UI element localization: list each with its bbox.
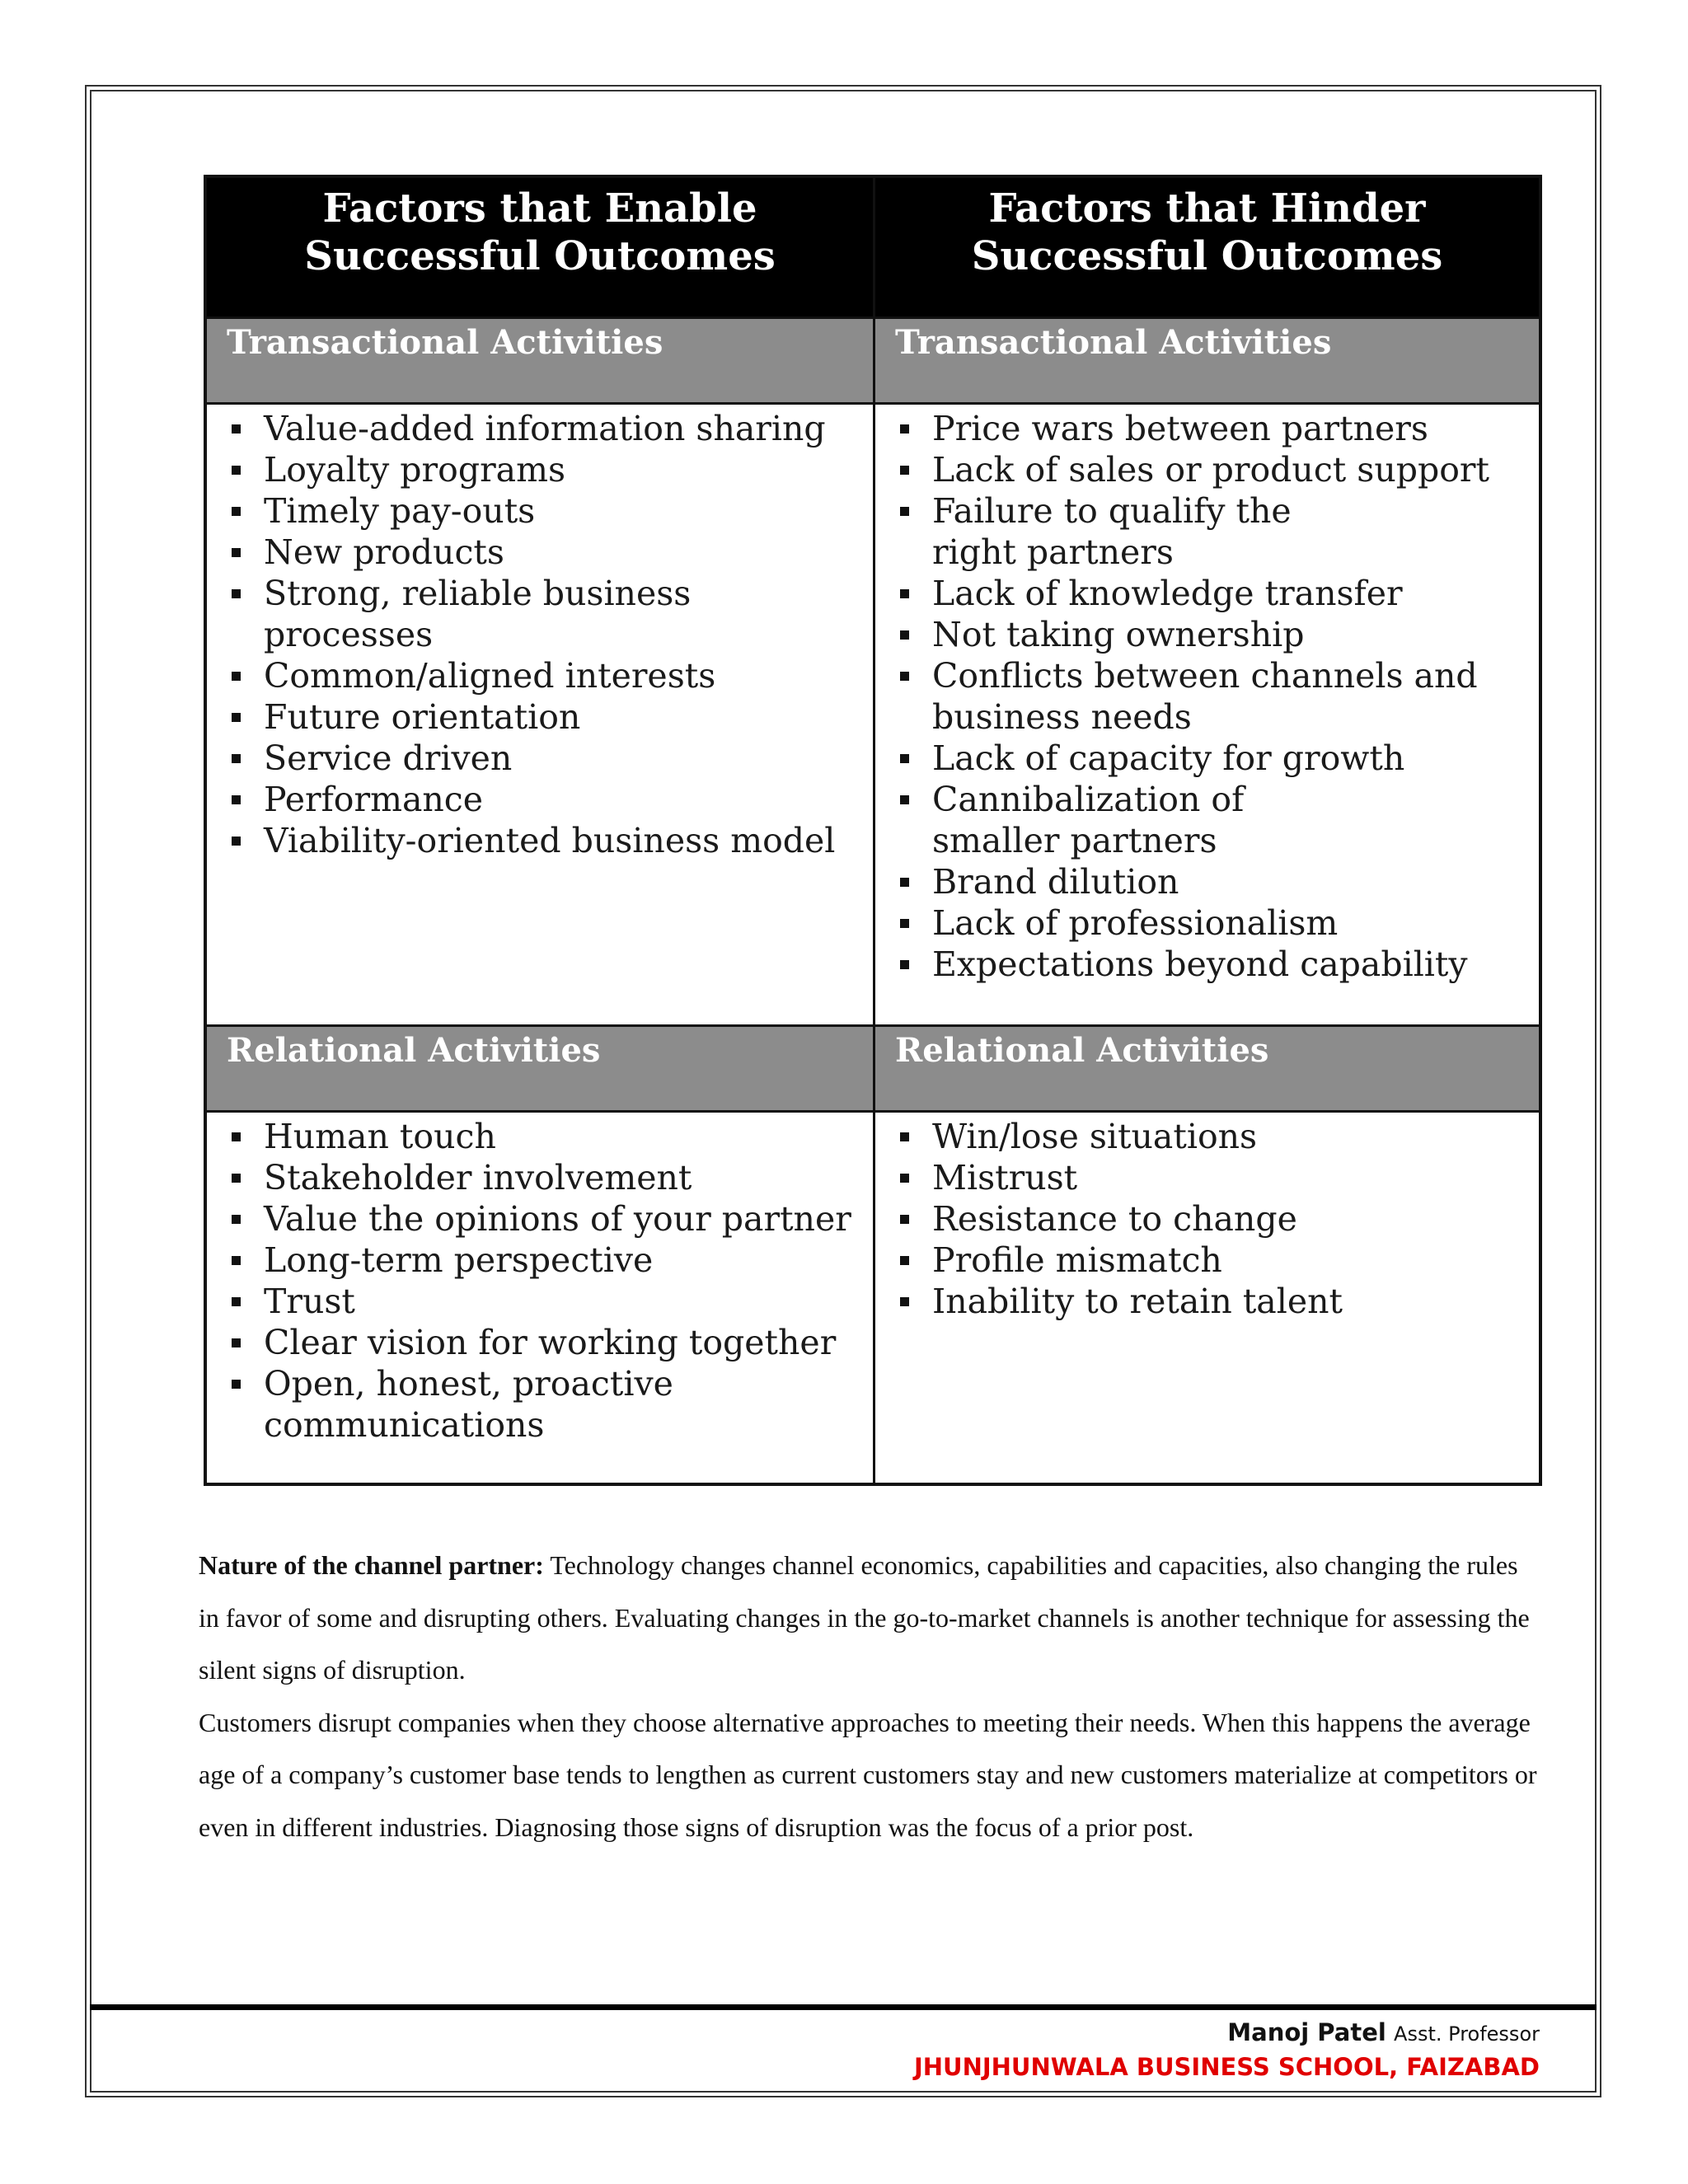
list-item-text: Not taking ownership	[932, 615, 1305, 654]
bullet-icon	[232, 548, 241, 557]
header-hinder: Factors that Hinder Successful Outcomes	[873, 178, 1539, 316]
list-item-text: New products	[264, 532, 504, 572]
bullet-icon	[232, 1132, 241, 1141]
list-item	[227, 573, 865, 655]
section-label-transactional-enable: Transactional Activities	[227, 323, 663, 362]
list-item-text: Trust	[264, 1282, 355, 1321]
transactional-enable-cell	[207, 405, 873, 1024]
list-item-text: Viability-oriented business model	[264, 821, 836, 860]
list-item	[227, 1281, 865, 1322]
list-item	[227, 490, 865, 532]
list-item-text: Common/aligned interests	[264, 656, 716, 696]
bullet-icon	[900, 960, 909, 969]
transactional-hinder-cell	[873, 405, 1539, 1024]
list-item-text: Clear vision for working together	[264, 1323, 837, 1362]
list-item-text: Brand dilution	[932, 862, 1179, 902]
list-item-text: Failure to qualify the right partners	[932, 491, 1292, 572]
bullet-icon	[232, 672, 241, 681]
list-item	[227, 1157, 865, 1198]
list-item	[895, 1198, 1531, 1240]
list-item	[895, 1281, 1531, 1322]
table-header-row	[207, 178, 1539, 316]
bullet-icon	[900, 754, 909, 763]
list-item	[895, 655, 1531, 738]
list-item-text: Lack of professionalism	[932, 903, 1339, 943]
bullet-icon	[900, 1297, 909, 1306]
list-item	[227, 408, 865, 449]
list-item	[895, 779, 1531, 861]
bullet-icon	[232, 837, 241, 846]
bullet-icon	[900, 1256, 909, 1265]
bullet-icon	[232, 424, 241, 434]
bullet-icon	[900, 630, 909, 640]
bullet-icon	[232, 754, 241, 763]
list-item	[895, 902, 1531, 944]
section-label-relational-hinder: Relational Activities	[873, 1027, 1539, 1110]
section-label-transactional-hinder: Transactional Activities	[873, 319, 1539, 402]
list-item-text: Win/lose situations	[932, 1117, 1258, 1156]
bullet-icon	[232, 1338, 241, 1347]
bullet-icon	[232, 589, 241, 598]
list-item-text: Open, honest, proactive communications	[264, 1364, 673, 1445]
list-item	[227, 449, 865, 490]
list-item-text: Lack of capacity for growth	[932, 738, 1405, 778]
list-item-text: Price wars between partners	[932, 409, 1428, 448]
paragraph-channel-partner	[199, 1540, 1542, 1697]
bullet-icon	[900, 795, 909, 804]
bullet-icon	[232, 1380, 241, 1389]
list-item-text: Long-term perspective	[264, 1240, 654, 1280]
list-item-text: Conflicts between channels and business needs	[932, 656, 1478, 737]
bullet-icon	[900, 1215, 909, 1224]
bullet-icon	[232, 507, 241, 516]
list-item	[227, 779, 865, 820]
list-item-text: Timely pay-outs	[264, 491, 536, 531]
list-item	[227, 1240, 865, 1281]
bullet-icon	[232, 1297, 241, 1306]
list-row-relational	[207, 1113, 1539, 1483]
list-item-text: Service driven	[264, 738, 513, 778]
list-item	[227, 1198, 865, 1240]
section-row-relational	[207, 1024, 1539, 1113]
factors-table	[204, 175, 1542, 1486]
list-item-text: Cannibalization of smaller partners	[932, 780, 1245, 860]
list-item-text: Expectations beyond capability	[932, 944, 1468, 984]
paragraph-2: Customers disrupt companies when they choose alternative approaches to meeting their needs. When this happens the average age of a company’s customer base tends to lengthen as current customers stay and new customers materialize at competitors or even in different industries. Diagnosing those signs of disruption was the focus of a prior post.	[199, 1707, 1537, 1842]
list-item	[227, 696, 865, 738]
list-item	[895, 449, 1531, 490]
bullet-icon	[900, 878, 909, 887]
header-enable: Factors that Enable Successful Outcomes	[304, 185, 776, 279]
list-item	[227, 1116, 865, 1157]
bullet-icon	[900, 1174, 909, 1183]
list-item-text: Value-added information sharing	[264, 409, 826, 448]
paragraph-1-text: Technology changes channel economics, capabilities and capacities, also changing the rules in favor of some and disrupting others. Evaluating changes in the go-to-market channels is another technique for assessing the silent signs of disruption.	[199, 1550, 1530, 1685]
list-item	[895, 408, 1531, 449]
list-item-text: Lack of sales or product support	[932, 450, 1489, 490]
footer-divider	[90, 2004, 1597, 2010]
list-row-transactional	[207, 405, 1539, 1024]
list-item-text: Lack of knowledge transfer	[932, 574, 1403, 613]
bullet-icon	[900, 424, 909, 434]
list-item	[895, 573, 1531, 614]
list-item-text: Strong, reliable business processes	[264, 574, 692, 654]
list-item-text: Mistrust	[932, 1158, 1078, 1197]
list-item	[895, 1116, 1531, 1157]
list-item	[227, 532, 865, 573]
bullet-icon	[232, 466, 241, 475]
footer-school: JHUNJHUNWALA BUSINESS SCHOOL, FAIZABAD	[913, 2053, 1540, 2081]
list-item	[227, 820, 865, 861]
list-item	[895, 1157, 1531, 1198]
section-label-relational-enable: Relational Activities	[227, 1031, 601, 1070]
list-item-text: Loyalty programs	[264, 450, 566, 490]
transactional-enable-list	[227, 405, 865, 861]
relational-hinder-list	[895, 1113, 1531, 1322]
list-item	[895, 614, 1531, 655]
bullet-icon	[900, 507, 909, 516]
relational-enable-list	[227, 1113, 865, 1446]
body-text	[199, 1540, 1542, 1854]
list-item	[227, 1363, 865, 1446]
list-item-text: Value the opinions of your partner	[264, 1199, 851, 1239]
author-name: Manoj Patel	[1227, 2018, 1386, 2046]
section-row-transactional	[207, 316, 1539, 405]
list-item-text: Stakeholder involvement	[264, 1158, 692, 1197]
author-role: Asst. Professor	[1394, 2022, 1540, 2046]
list-item-text: Resistance to change	[932, 1199, 1297, 1239]
list-item	[895, 738, 1531, 779]
relational-hinder-cell	[873, 1113, 1539, 1483]
list-item	[227, 1322, 865, 1363]
bullet-icon	[232, 1174, 241, 1183]
list-item	[895, 944, 1531, 985]
bullet-icon	[900, 466, 909, 475]
list-item-text: Profile mismatch	[932, 1240, 1222, 1280]
list-item	[895, 1240, 1531, 1281]
bullet-icon	[232, 1215, 241, 1224]
list-item	[227, 655, 865, 696]
list-item-text: Inability to retain talent	[932, 1282, 1343, 1321]
relational-enable-cell	[207, 1113, 873, 1483]
list-item	[895, 490, 1531, 573]
list-item-text: Human touch	[264, 1117, 496, 1156]
bullet-icon	[232, 1256, 241, 1265]
list-item	[227, 738, 865, 779]
bullet-icon	[900, 589, 909, 598]
list-item-text: Performance	[264, 780, 484, 819]
bullet-icon	[900, 919, 909, 928]
bullet-icon	[232, 713, 241, 722]
transactional-hinder-list	[895, 405, 1531, 985]
bullet-icon	[232, 795, 241, 804]
bullet-icon	[900, 1132, 909, 1141]
list-item-text: Future orientation	[264, 697, 581, 737]
paragraph-lead: Nature of the channel partner:	[199, 1550, 544, 1580]
list-item	[895, 861, 1531, 902]
bullet-icon	[900, 672, 909, 681]
